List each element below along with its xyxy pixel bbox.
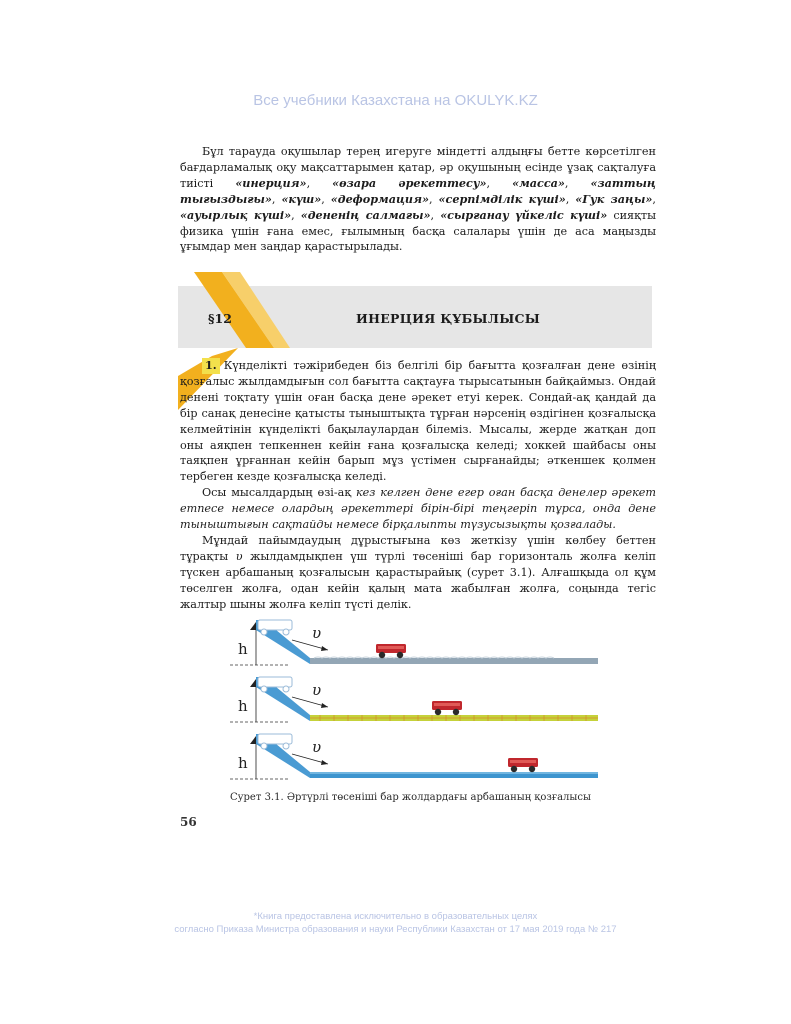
paragraph-3-end: жылдамдықпен үш түрлі төсеніші бар горизонталь жолға келіп түскен арбашаның қозғалысын қарастырайық (сурет 3.1). Алғашқыда ол құм төселген жолға, одан кейін қалың мата жабылған жолға, соңында тегіс жалтыр шыны жолға келіп түсті делік. [180,549,656,611]
section-number: §12 [208,311,232,326]
footer-line-1: *Книга предоставлена исключительно в образовательных целях [253,911,538,922]
height-label: h [238,640,248,658]
page-number: 56 [180,815,197,829]
main-text [180,358,656,613]
keyword: «серпімділік күші» [438,191,566,206]
keyword: «инерция» [235,175,307,190]
keyword: «масса» [512,175,565,190]
keyword: «өзара әрекеттесу» [332,175,487,190]
watermark: Все учебники Казахстана на OKULYK.KZ [253,92,538,109]
paragraph-3-start: Мұндай пайымдаудың дұрыстығына көз жеткізу үшін көлбеу беттен тұрақты [180,533,656,563]
intro-text-start: Бұл тарауда оқушылар терең игеруге міндетті алдыңғы бетте көрсетілген бағдарламалық оқу мақсаттарымен қатар, әр оқушының есінде ұзақ сақталуға тиісті [180,145,656,190]
cart [432,701,462,715]
ramp-sand [230,618,602,673]
item-number: 1. [202,358,220,374]
cart [508,758,538,772]
keyword: «дененің салмағы» [300,207,431,222]
keyword: «деформация» [330,191,429,206]
keyword: «ауырлық күші» [180,207,292,222]
figure-3-1 [230,618,602,786]
keyword: «сырғанау үйкеліс күші» [440,207,608,222]
cart [376,644,406,658]
ramp-glass [230,732,602,787]
paragraph-1: Күнделікті тәжірибеден біз белгілі бір бағытта қозғалған дене өзінің қозғалыс жылдамдығын сол бағытта сақтауға тырысатынын байқаймыз. Ондай денені тоқтату үшін оған басқа дене әрекет етуі керек. Сондай-ақ қандай да бір санақ денесіне қатысты тыныштықта тұрған нәрсенің өздігінен қозғалысқа келмейтінін күнделікті бақылаулардан білеміз. Мысалы, жерде жатқан доп оны аяқпен тепкеннен кейін ғана қозғалысқа келеді; хоккей шайбасы оны таяқпен ұрғаннан кейін барып мұз үстімен сырғанайды; әткеншек қолмен тербеген кезде қозғалысқа келеді. [180,359,656,484]
paragraph-2-italic: кез келген дене егер оған басқа денелер әрекет етпесе немесе олардың әрекеттері бірін-бірі теңгеріп тұрса, онда дене тыныштығын сақтайды немесе бірқалыпты түзусызықты қозғалады. [180,486,656,532]
keyword: «Гук заңы» [575,191,653,206]
height-label: h [238,754,248,772]
height-label: h [238,697,248,715]
intro-text-end: сияқты физика үшін ғана емес, ғылымның басқа салалары үшін де аса маңызды ұғымдар мен заңдар қарастырылады. [180,208,656,254]
ramp-fabric [230,675,602,730]
section-title: ИНЕРЦИЯ ҚҰБЫЛЫСЫ [356,311,541,326]
velocity-label: υ [312,624,322,642]
keyword: «күш» [281,191,322,206]
velocity-symbol: υ [235,549,243,563]
keyword: «заттың тығыздығы» [180,175,656,206]
intro-paragraph: Бұл тарауда оқушылар терең игеруге міндетті алдыңғы бетте көрсетілген бағдарламалық оқу мақсаттарымен қатар, әр оқушының есінде ұзақ сақталуға тиісті «инерция», «өзара әрекеттесу», «масса», «заттың тығыздығы», «күш», «деформация», «серпімділік күші», «Гук заңы», «ауырлық күші», «дененің салмағы», «сырғанау үйкеліс күші» сияқты физика үшін ғана емес, ғылымның басқа салалары үшін де аса маңызды ұғымдар мен заңдар қарастырылады. [180,145,656,254]
paragraph-2-start: Осы мысалдардың өзі-ақ [202,486,356,500]
velocity-label: υ [312,738,322,756]
velocity-label: υ [312,681,322,699]
footer-notice [0,910,791,936]
figure-caption: Сурет 3.1. Әртүрлі төсеніші бар жолдардағы арбашаның қозғалысы [230,792,591,803]
footer-line-2: согласно Приказа Министра образования и науки Республики Казахстан от 17 мая 2019 года № 217 [174,924,617,935]
